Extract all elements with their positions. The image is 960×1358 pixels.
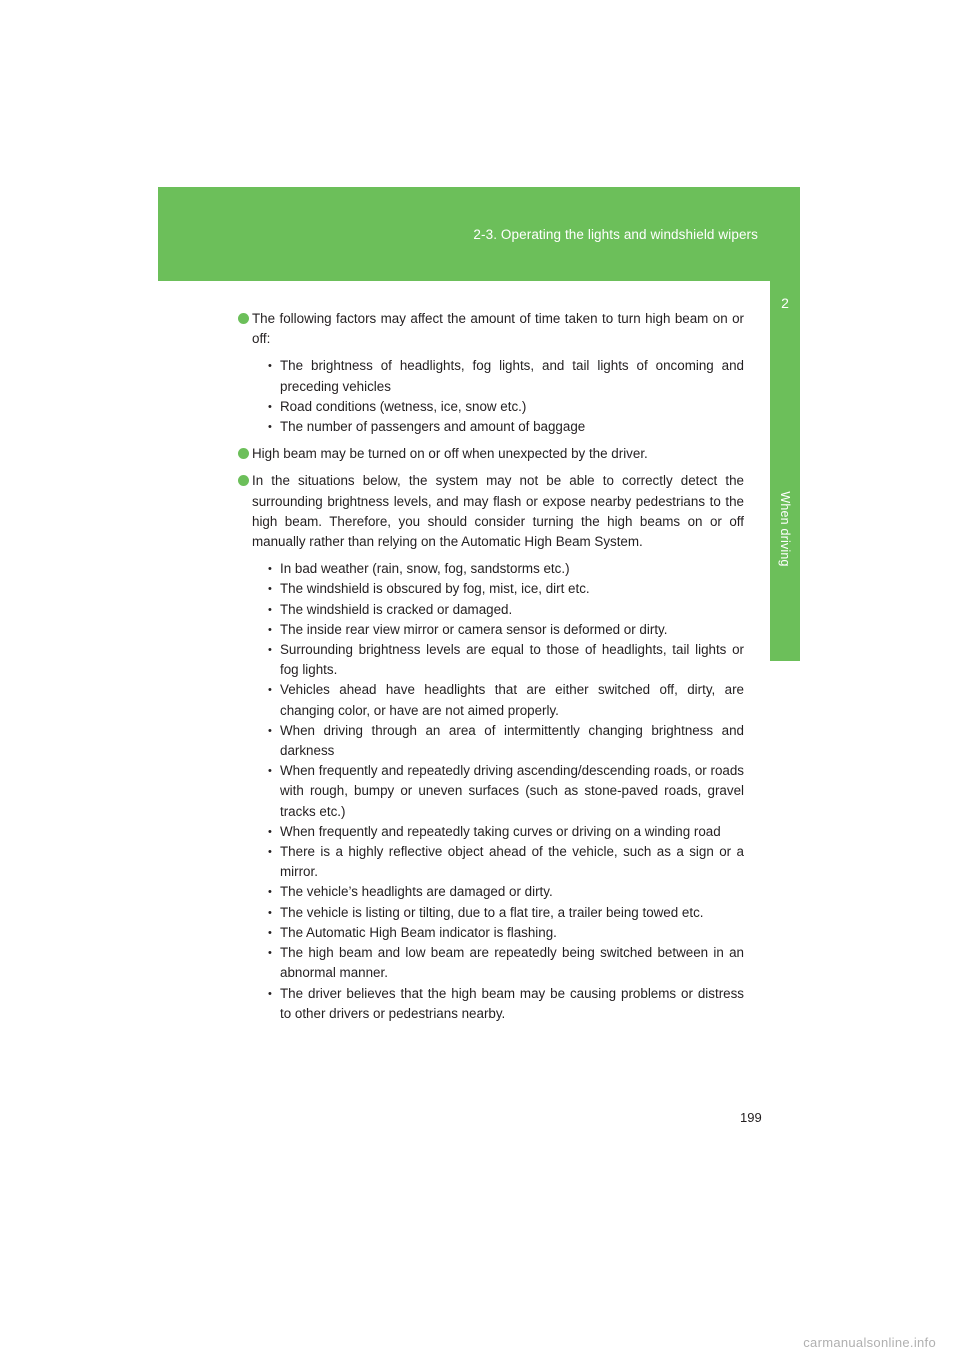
list-item: • Surrounding brightness levels are equal to those of headlights, tail lights or fog lights. (252, 640, 744, 680)
note-text: In the situations below, the system may not be able to correctly detect the surrounding brightness levels, and may flash or expose nearby pedestrians to the high beam. Therefore, you should consider turning the high beams on or off manually rather than relying on the Automatic High Beam System. (252, 473, 744, 550)
list-item: • The Automatic High Beam indicator is flashing. (252, 923, 744, 943)
list-item: • In bad weather (rain, snow, fog, sandstorms etc.) (252, 559, 744, 579)
list-item: • The vehicle is listing or tilting, due to a flat tire, a trailer being towed etc. (252, 903, 744, 923)
list-item: • There is a highly reflective object ahead of the vehicle, such as a sign or a mirror. (252, 842, 744, 882)
page-number: 199 (740, 1110, 762, 1125)
list-item: • When driving through an area of intermittently changing brightness and darkness (252, 721, 744, 761)
note-text: The following factors may affect the amount of time taken to turn high beam on or off: (252, 311, 744, 347)
list-item: • When frequently and repeatedly taking curves or driving on a winding road (252, 822, 744, 842)
list-item: • The driver believes that the high beam may be causing problems or distress to other drivers or pedestrians nearby. (252, 984, 744, 1024)
watermark-text: carmanualsonline.info (803, 1335, 936, 1350)
list-item: • The vehicle’s headlights are damaged or dirty. (252, 882, 744, 902)
green-bullet-icon (238, 448, 249, 459)
note-sublist (252, 559, 744, 1024)
note-sublist (252, 356, 744, 437)
list-item: • Road conditions (wetness, ice, snow etc.) (252, 397, 744, 417)
note-block (238, 444, 744, 464)
section-title: 2-3. Operating the lights and windshield wipers (473, 227, 758, 242)
chapter-name: When driving (778, 491, 792, 567)
list-item: • Vehicles ahead have headlights that are either switched off, dirty, are changing color, or have are not aimed properly. (252, 680, 744, 720)
note-text: High beam may be turned on or off when unexpected by the driver. (252, 446, 648, 462)
list-item: • The high beam and low beam are repeatedly being switched between in an abnormal manner. (252, 943, 744, 983)
list-item: • When frequently and repeatedly driving ascending/descending roads, or roads with rough, bumpy or uneven surfaces (such as stone-paved roads, gravel tracks etc.) (252, 761, 744, 822)
list-item: • The windshield is cracked or damaged. (252, 600, 744, 620)
page-content (238, 309, 744, 1031)
green-bullet-icon (238, 313, 249, 324)
list-item: • The number of passengers and amount of baggage (252, 417, 744, 437)
note-block (238, 309, 744, 437)
chapter-side-tab (770, 281, 800, 661)
list-item: • The windshield is obscured by fog, mist, ice, dirt etc. (252, 579, 744, 599)
section-header-band (158, 187, 800, 281)
green-bullet-icon (238, 475, 249, 486)
chapter-number: 2 (781, 295, 789, 311)
note-block (238, 471, 744, 1023)
list-item: • The brightness of headlights, fog lights, and tail lights of oncoming and preceding vehicles (252, 356, 744, 396)
list-item: • The inside rear view mirror or camera sensor is deformed or dirty. (252, 620, 744, 640)
